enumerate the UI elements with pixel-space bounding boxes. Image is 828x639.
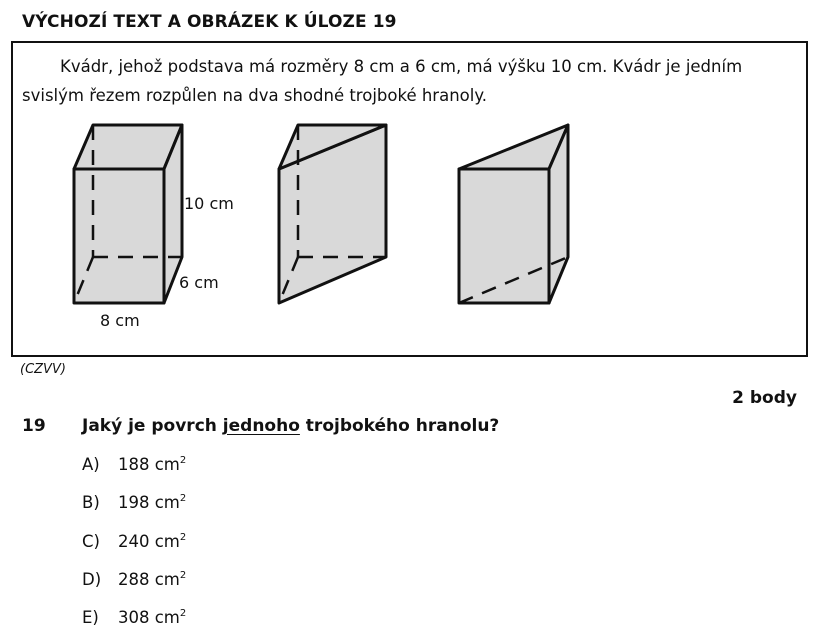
prism-figure-1 — [279, 125, 386, 303]
option-letter: C) — [82, 532, 100, 551]
answer-option-c[interactable] — [82, 532, 186, 551]
option-value: 198 cm — [118, 493, 180, 512]
answer-option-d[interactable] — [82, 570, 186, 589]
label-depth: 6 cm — [179, 273, 219, 292]
option-value: 288 cm — [118, 570, 180, 589]
question-text — [82, 416, 499, 436]
intro-text: Kvádr, jehož podstava má rozměry 8 cm a 6 cm, má výšku 10 cm. Kvádr je jedním svislým řezem rozpůlen na dva shodné trojboké hranoly. — [22, 57, 743, 105]
source-text-box — [11, 41, 808, 357]
cuboid-front-face — [74, 169, 164, 303]
prism2-front-face — [459, 169, 549, 303]
question-number: 19 — [22, 416, 46, 436]
option-letter: B) — [82, 493, 100, 512]
option-exponent: 2 — [179, 608, 187, 619]
points-label: 2 body — [732, 388, 797, 408]
answer-option-e[interactable] — [82, 608, 186, 627]
figures — [13, 43, 806, 355]
option-exponent: 2 — [179, 455, 187, 466]
option-letter: A) — [82, 455, 100, 474]
label-height: 10 cm — [184, 194, 234, 213]
source-note: (CZVV) — [20, 362, 66, 377]
option-exponent: 2 — [179, 493, 187, 504]
question-text-before: Jaký je povrch — [82, 416, 223, 436]
label-width: 8 cm — [100, 311, 140, 330]
option-letter: D) — [82, 570, 102, 589]
option-value: 188 cm — [118, 455, 180, 474]
question-text-after: trojbokého hranolu? — [299, 416, 500, 436]
section-heading: VÝCHOZÍ TEXT A OBRÁZEK K ÚLOZE 19 — [22, 12, 397, 32]
option-value: 240 cm — [118, 532, 180, 551]
option-value: 308 cm — [118, 608, 180, 627]
question-text-underlined: jednoho — [222, 416, 300, 436]
option-exponent: 2 — [179, 570, 187, 581]
answer-option-b[interactable] — [82, 493, 186, 512]
option-letter: E) — [82, 608, 99, 627]
cuboid-figure — [74, 125, 182, 303]
option-exponent: 2 — [179, 532, 187, 543]
answer-option-a[interactable] — [82, 455, 186, 474]
prism-figure-2 — [459, 125, 568, 303]
